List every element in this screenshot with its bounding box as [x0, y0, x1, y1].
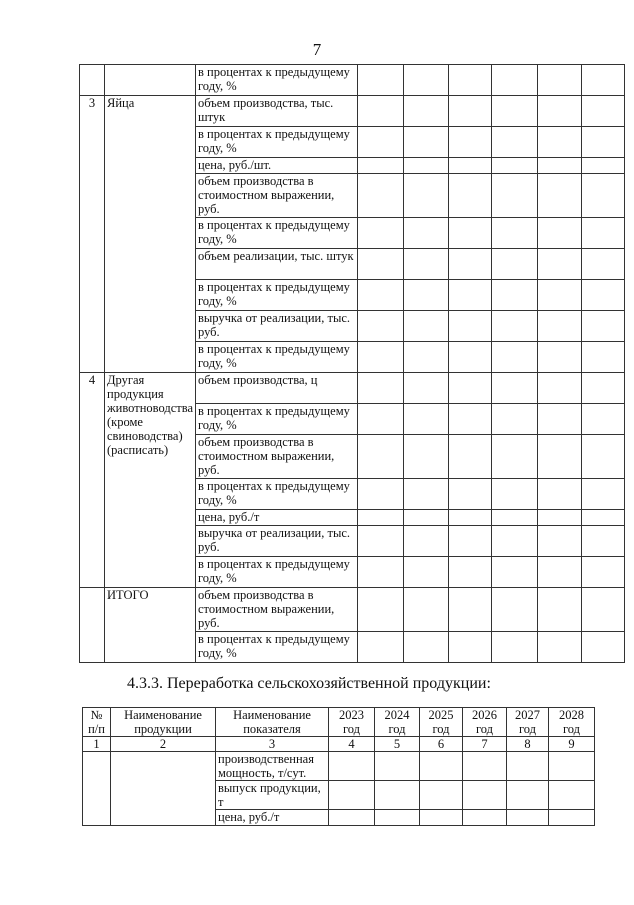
value-cell: [448, 557, 491, 588]
indicator-cell: цена, руб./шт.: [195, 158, 357, 174]
value-cell: [491, 479, 537, 510]
value-cell: [491, 557, 537, 588]
value-cell: [357, 96, 403, 127]
value-cell: [357, 588, 403, 632]
indicator-cell: цена, руб./т: [216, 810, 329, 826]
product-cell: Другая продукция животноводства (кроме свиноводства) (расписать): [105, 373, 196, 588]
value-cell: [448, 249, 491, 280]
indicator-cell: объем производства в стоимостном выражении, руб.: [195, 174, 357, 218]
indicator-cell: в процентах к предыдущему году, %: [195, 557, 357, 588]
table-row: [80, 96, 625, 127]
value-cell: [403, 127, 448, 158]
colnum-cell: 8: [507, 737, 549, 752]
value-cell: [403, 404, 448, 435]
processing-table: [82, 707, 595, 826]
value-cell: [403, 557, 448, 588]
value-cell: [537, 588, 581, 632]
colnum-cell: 9: [549, 737, 595, 752]
header-cell: 2026 год: [463, 708, 507, 737]
value-cell: [537, 510, 581, 526]
value-cell: [537, 557, 581, 588]
value-cell: [581, 280, 624, 311]
value-cell: [448, 65, 491, 96]
value-cell: [403, 280, 448, 311]
value-cell: [491, 588, 537, 632]
value-cell: [491, 249, 537, 280]
value-cell: [537, 373, 581, 404]
header-cell: 2024 год: [375, 708, 420, 737]
value-cell: [507, 810, 549, 826]
value-cell: [420, 752, 463, 781]
value-cell: [581, 588, 624, 632]
value-cell: [581, 404, 624, 435]
value-cell: [491, 435, 537, 479]
page-number: 7: [312, 40, 322, 59]
value-cell: [375, 781, 420, 810]
num-cell: [80, 65, 105, 96]
value-cell: [357, 632, 403, 663]
indicator-cell: объем реализации, тыс. штук: [195, 249, 357, 280]
num-cell: [83, 810, 111, 826]
value-cell: [448, 526, 491, 557]
value-cell: [463, 752, 507, 781]
value-cell: [329, 810, 375, 826]
value-cell: [581, 96, 624, 127]
num-cell: [83, 781, 111, 810]
value-cell: [357, 435, 403, 479]
table-row: [83, 781, 595, 810]
product-cell: Яйца: [105, 96, 196, 373]
value-cell: [448, 479, 491, 510]
value-cell: [403, 479, 448, 510]
value-cell: [403, 526, 448, 557]
value-cell: [581, 311, 624, 342]
value-cell: [491, 218, 537, 249]
value-cell: [491, 96, 537, 127]
num-cell: 4: [80, 373, 105, 588]
value-cell: [537, 479, 581, 510]
colnum-cell: 4: [329, 737, 375, 752]
colnum-cell: 5: [375, 737, 420, 752]
table2-colnum-row: [83, 737, 595, 752]
value-cell: [491, 526, 537, 557]
value-cell: [537, 158, 581, 174]
value-cell: [491, 311, 537, 342]
value-cell: [491, 280, 537, 311]
header-cell: 2023 год: [329, 708, 375, 737]
header-cell: Наименование показателя: [216, 708, 329, 737]
value-cell: [448, 632, 491, 663]
value-cell: [581, 218, 624, 249]
indicator-cell: в процентах к предыдущему году, %: [195, 127, 357, 158]
value-cell: [537, 342, 581, 373]
indicator-cell: выпуск продукции, т: [216, 781, 329, 810]
value-cell: [581, 526, 624, 557]
value-cell: [537, 435, 581, 479]
value-cell: [448, 174, 491, 218]
indicator-cell: объем производства в стоимостном выражении, руб.: [195, 588, 357, 632]
product-cell: [111, 752, 216, 781]
num-cell: [80, 588, 105, 663]
value-cell: [448, 588, 491, 632]
value-cell: [357, 249, 403, 280]
value-cell: [448, 342, 491, 373]
value-cell: [357, 218, 403, 249]
value-cell: [448, 280, 491, 311]
indicator-cell: цена, руб./т: [195, 510, 357, 526]
value-cell: [448, 96, 491, 127]
value-cell: [537, 218, 581, 249]
value-cell: [448, 510, 491, 526]
value-cell: [581, 479, 624, 510]
value-cell: [537, 249, 581, 280]
value-cell: [448, 218, 491, 249]
indicator-cell: объем производства, тыс. штук: [195, 96, 357, 127]
value-cell: [491, 127, 537, 158]
product-cell: [105, 65, 196, 96]
value-cell: [403, 65, 448, 96]
table-row: [80, 65, 625, 96]
value-cell: [357, 280, 403, 311]
indicator-cell: объем производства, ц: [195, 373, 357, 404]
value-cell: [463, 810, 507, 826]
value-cell: [491, 510, 537, 526]
value-cell: [403, 218, 448, 249]
value-cell: [357, 342, 403, 373]
value-cell: [357, 526, 403, 557]
value-cell: [420, 810, 463, 826]
value-cell: [375, 752, 420, 781]
value-cell: [491, 158, 537, 174]
header-cell: 2028 год: [549, 708, 595, 737]
value-cell: [403, 158, 448, 174]
indicator-cell: выручка от реализации, тыс. руб.: [195, 311, 357, 342]
table-row: [80, 373, 625, 404]
value-cell: [403, 342, 448, 373]
indicator-cell: в процентах к предыдущему году, %: [195, 280, 357, 311]
indicator-cell: в процентах к предыдущему году, %: [195, 218, 357, 249]
value-cell: [537, 404, 581, 435]
value-cell: [581, 557, 624, 588]
value-cell: [357, 404, 403, 435]
section-title: 4.3.3. Переработка сельскохозяйственной продукции:: [127, 675, 491, 692]
value-cell: [357, 127, 403, 158]
value-cell: [537, 311, 581, 342]
colnum-cell: 2: [111, 737, 216, 752]
value-cell: [491, 65, 537, 96]
product-cell: [111, 810, 216, 826]
indicator-cell: в процентах к предыдущему году, %: [195, 65, 357, 96]
header-cell: № п/п: [83, 708, 111, 737]
indicator-cell: в процентах к предыдущему году, %: [195, 479, 357, 510]
value-cell: [581, 510, 624, 526]
colnum-cell: 3: [216, 737, 329, 752]
value-cell: [357, 479, 403, 510]
value-cell: [357, 510, 403, 526]
indicator-cell: в процентах к предыдущему году, %: [195, 632, 357, 663]
value-cell: [581, 342, 624, 373]
indicator-cell: выручка от реализации, тыс. руб.: [195, 526, 357, 557]
value-cell: [537, 526, 581, 557]
value-cell: [403, 174, 448, 218]
colnum-cell: 1: [83, 737, 111, 752]
value-cell: [403, 435, 448, 479]
value-cell: [329, 752, 375, 781]
value-cell: [491, 404, 537, 435]
value-cell: [420, 781, 463, 810]
value-cell: [581, 632, 624, 663]
colnum-cell: 6: [420, 737, 463, 752]
value-cell: [537, 280, 581, 311]
value-cell: [403, 510, 448, 526]
indicator-cell: в процентах к предыдущему году, %: [195, 404, 357, 435]
table-row: [83, 752, 595, 781]
value-cell: [403, 588, 448, 632]
value-cell: [403, 311, 448, 342]
colnum-cell: 7: [463, 737, 507, 752]
value-cell: [448, 404, 491, 435]
value-cell: [448, 435, 491, 479]
indicator-cell: объем производства в стоимостном выражении, руб.: [195, 435, 357, 479]
value-cell: [507, 781, 549, 810]
value-cell: [581, 249, 624, 280]
value-cell: [463, 781, 507, 810]
header-cell: 2025 год: [420, 708, 463, 737]
value-cell: [448, 311, 491, 342]
product-cell: [111, 781, 216, 810]
value-cell: [357, 373, 403, 404]
value-cell: [491, 632, 537, 663]
value-cell: [537, 632, 581, 663]
indicator-cell: производственная мощность, т/сут.: [216, 752, 329, 781]
value-cell: [537, 127, 581, 158]
value-cell: [491, 342, 537, 373]
value-cell: [357, 557, 403, 588]
table-row: [83, 810, 595, 826]
table-row: [80, 588, 625, 632]
value-cell: [448, 158, 491, 174]
value-cell: [491, 174, 537, 218]
value-cell: [549, 810, 595, 826]
value-cell: [357, 158, 403, 174]
value-cell: [491, 373, 537, 404]
value-cell: [403, 632, 448, 663]
indicator-cell: в процентах к предыдущему году, %: [195, 342, 357, 373]
value-cell: [507, 752, 549, 781]
header-cell: Наименование продукции: [111, 708, 216, 737]
value-cell: [549, 781, 595, 810]
value-cell: [581, 65, 624, 96]
value-cell: [357, 65, 403, 96]
value-cell: [403, 249, 448, 280]
product-cell: ИТОГО: [105, 588, 196, 663]
value-cell: [581, 158, 624, 174]
value-cell: [357, 311, 403, 342]
header-cell: 2027 год: [507, 708, 549, 737]
value-cell: [403, 96, 448, 127]
value-cell: [375, 810, 420, 826]
livestock-table: [79, 64, 625, 663]
value-cell: [448, 127, 491, 158]
value-cell: [403, 373, 448, 404]
num-cell: 3: [80, 96, 105, 373]
value-cell: [549, 752, 595, 781]
value-cell: [537, 96, 581, 127]
value-cell: [537, 174, 581, 218]
value-cell: [329, 781, 375, 810]
num-cell: [83, 752, 111, 781]
value-cell: [448, 373, 491, 404]
value-cell: [537, 65, 581, 96]
value-cell: [581, 127, 624, 158]
value-cell: [581, 435, 624, 479]
value-cell: [357, 174, 403, 218]
table2-header-row: [83, 708, 595, 737]
value-cell: [581, 174, 624, 218]
value-cell: [581, 373, 624, 404]
